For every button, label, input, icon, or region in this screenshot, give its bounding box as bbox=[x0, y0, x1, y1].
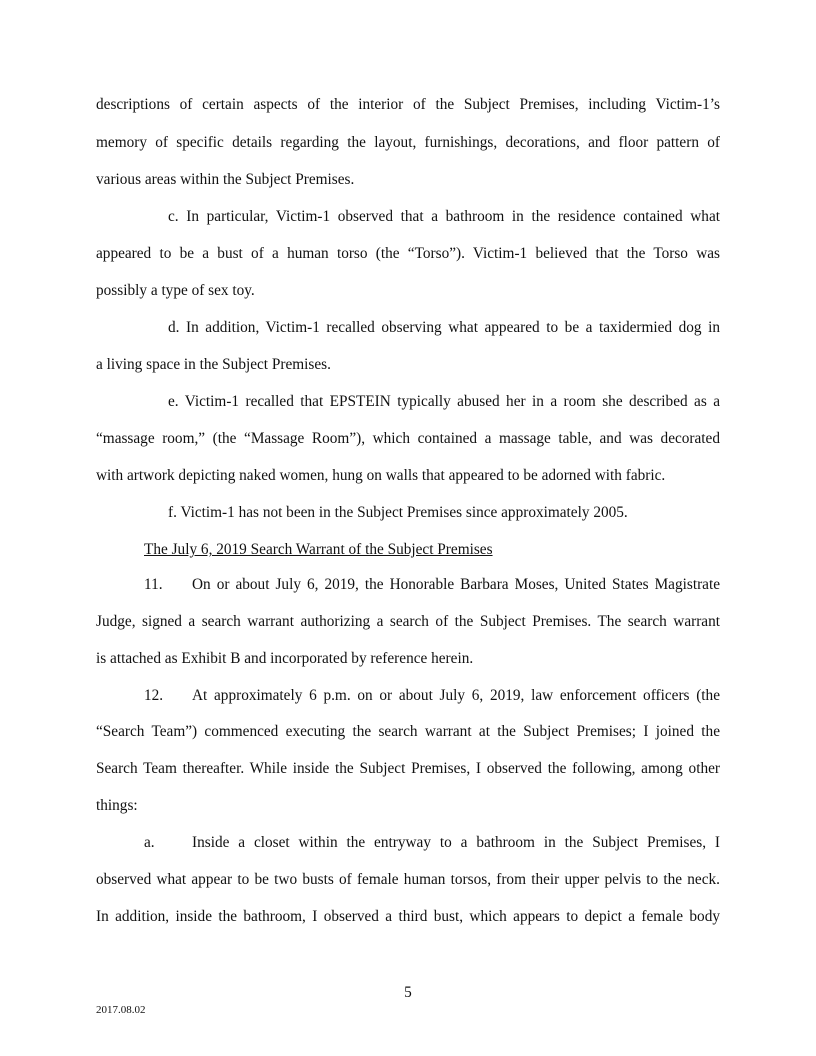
body-line: descriptions of certain aspects of the interior of the Subject Premises, including Victim-1’s bbox=[96, 96, 720, 113]
page-number: 5 bbox=[404, 984, 412, 1001]
body-line: “massage room,” (the “Massage Room”), which contained a massage table, and was decorated bbox=[96, 430, 720, 447]
subparagraph-d: d. In addition, Victim-1 recalled observing what appeared to be a taxidermied dog in bbox=[168, 319, 720, 336]
subparagraph-number: a. bbox=[144, 834, 155, 851]
paragraph-11: On or about July 6, 2019, the Honorable Barbara Moses, United States Magistrate bbox=[192, 576, 720, 593]
subparagraph-c: c. In particular, Victim-1 observed that a bathroom in the residence contained what bbox=[168, 208, 720, 225]
subparagraph-f: f. Victim-1 has not been in the Subject Premises since approximately 2005. bbox=[168, 504, 628, 521]
paragraph-number: 12. bbox=[144, 687, 164, 704]
body-line: a living space in the Subject Premises. bbox=[96, 356, 331, 373]
body-line: In addition, inside the bathroom, I observed a third bust, which appears to depict a female body bbox=[96, 908, 720, 925]
subparagraph-e: e. Victim-1 recalled that EPSTEIN typically abused her in a room she described as a bbox=[168, 393, 720, 410]
body-line: with artwork depicting naked women, hung on walls that appeared to be adorned with fabric. bbox=[96, 467, 666, 484]
body-line: various areas within the Subject Premises. bbox=[96, 171, 355, 188]
body-line: memory of specific details regarding the layout, furnishings, decorations, and floor pattern of bbox=[96, 134, 720, 151]
document-id: 2017.08.02 bbox=[96, 1004, 146, 1016]
body-line: is attached as Exhibit B and incorporated by reference herein. bbox=[96, 650, 474, 667]
paragraph-number: 11. bbox=[144, 576, 163, 593]
body-line: things: bbox=[96, 797, 138, 814]
body-line: Search Team thereafter. While inside the Subject Premises, I observed the following, among other bbox=[96, 760, 720, 777]
subparagraph-a: Inside a closet within the entryway to a bathroom in the Subject Premises, I bbox=[192, 834, 720, 851]
body-line: “Search Team”) commenced executing the search warrant at the Subject Premises; I joined the bbox=[96, 723, 720, 740]
body-line: possibly a type of sex toy. bbox=[96, 282, 255, 299]
body-line: appeared to be a bust of a human torso (the “Torso”). Victim-1 believed that the Torso was bbox=[96, 245, 720, 262]
paragraph-12: At approximately 6 p.m. on or about July 6, 2019, law enforcement officers (the bbox=[192, 687, 720, 704]
body-line: Judge, signed a search warrant authorizing a search of the Subject Premises. The search warrant bbox=[96, 613, 720, 630]
body-line: observed what appear to be two busts of female human torsos, from their upper pelvis to the neck. bbox=[96, 871, 720, 888]
section-heading: The July 6, 2019 Search Warrant of the Subject Premises bbox=[144, 541, 493, 558]
